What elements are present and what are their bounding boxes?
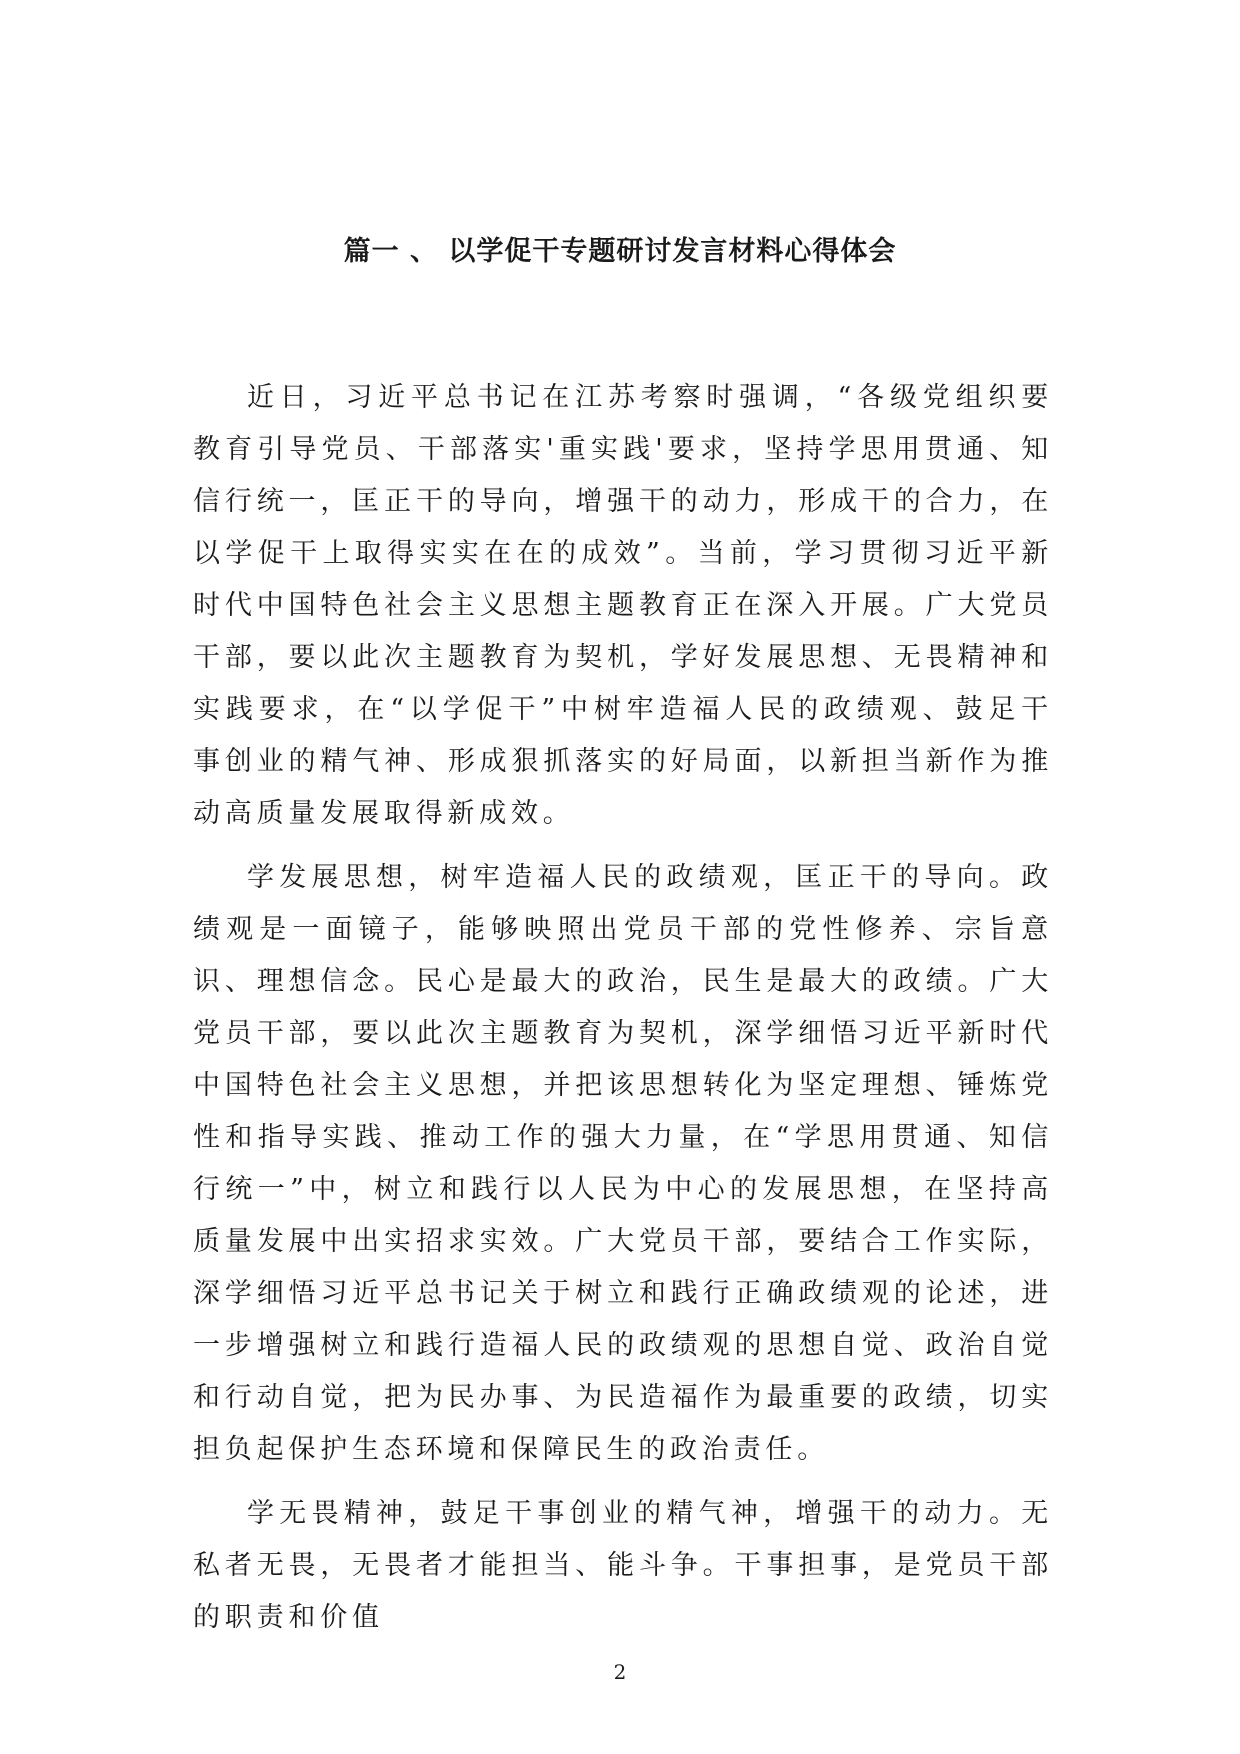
document-title: 篇一 、 以学促干专题研讨发言材料心得体会 [343, 236, 897, 267]
document-body [193, 372, 1053, 1656]
paragraph-2: 学发展思想，树牢造福人民的政绩观，匡正干的导向。政绩观是一面镜子，能够映照出党员干部的党性修养、宗旨意识、理想信念。民心是最大的政治，民生是最大的政绩。广大党员干部，要以此次主题教育为契机，深学细悟习近平新时代中国特色社会主义思想，并把该思想转化为坚定理想、锤炼党性和指导实践、推动工作的强大力量，在“学思用贯通、知信行统一”中，树立和践行以人民为中心的发展思想，在坚持高质量发展中出实招求实效。广大党员干部，要结合工作实际，深学细悟习近平总书记关于树立和践行正确政绩观的论述，进一步增强树立和践行造福人民的政绩观的思想自觉、政治自觉和行动自觉，把为民办事、为民造福作为最重要的政绩，切实担负起保护生态环境和保障民生的政治责任。 [193, 862, 1053, 1465]
page-number: 2 [613, 1660, 627, 1684]
paragraph-3: 学无畏精神，鼓足干事创业的精气神，增强干的动力。无私者无畏，无畏者才能担当、能斗争。干事担事，是党员干部的职责和价值 [193, 1498, 1053, 1633]
paragraph-1: 近日，习近平总书记在江苏考察时强调，“各级党组织要教育引导党员、干部落实'重实践'要求，坚持学思用贯通、知信行统一，匡正干的导向，增强干的动力，形成干的合力，在以学促干上取得实实在在的成效”。当前，学习贯彻习近平新时代中国特色社会主义思想主题教育正在深入开展。广大党员干部，要以此次主题教育为契机，学好发展思想、无畏精神和实践要求，在“以学促干”中树牢造福人民的政绩观、鼓足干事创业的精气神、形成狠抓落实的好局面，以新担当新作为推动高质量发展取得新成效。 [193, 382, 1053, 829]
